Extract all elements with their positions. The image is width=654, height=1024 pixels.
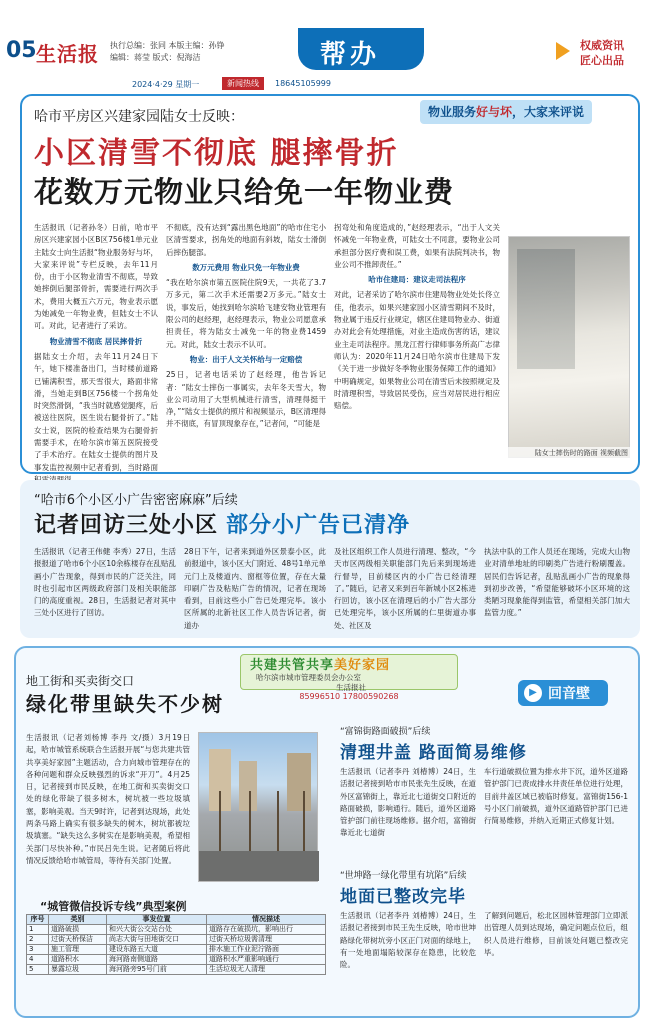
campaign-title-pre: 共建共管共享 <box>250 658 335 673</box>
article-1-para: “我在哈尔滨市第五医院住院9天，一共花了3.7万多元，第二次手术还需要2万多元。”陆女士说，事发后，她找到哈尔滨哈飞建安物业管理有限公司的赵经理，赵经理表示，物业公司愿意承担责任，将为陆女士减免一年的物业费1459元。对此，陆女士表示不认可。 <box>166 278 326 349</box>
article-5-headline: 地面已整改完毕 <box>340 887 466 907</box>
table-header-row <box>27 915 326 925</box>
article-2-para: 28日下午，记者来到道外区景泰小区，此前报道中，该小区大门附近、48号1单元单元门上及楼道内、窗框等位置，存在大量印刷广告及粘贴广告的情况，记者在现场看到，目前这些小广告已处理完毕。该小区所属的北新社区工作人员告诉记者，街道办 <box>184 547 326 630</box>
table-cell: 过街天桥保洁 <box>49 935 107 945</box>
table-cell: 道路积水 <box>49 955 107 965</box>
article-3-kicker: 地工街和买卖街交口 <box>26 674 135 688</box>
article-1-subhead: 数万元费用 物业只免一年物业费 <box>192 262 300 272</box>
photo-building <box>287 753 311 811</box>
article-1-kicker: 哈市平房区兴建家园陆女士反映： <box>34 109 244 125</box>
table-cell: 海河路旁95号门前 <box>107 965 207 975</box>
badge-text-pre: 物业服务 <box>428 105 477 119</box>
badge-text-post: ，大家来评说 <box>512 105 585 119</box>
article-1-headline-1: 小区清雪不彻底 腿摔骨折 <box>34 136 399 171</box>
organizer-2: 生活报社 <box>336 683 366 692</box>
table-header: 情况描述 <box>207 915 326 925</box>
table-cell: 道路积水严重影响通行 <box>207 955 326 965</box>
table-cell: 暴露垃圾 <box>49 965 107 975</box>
section-title: 帮办 <box>320 40 381 70</box>
photo-tree <box>303 791 305 851</box>
article-5-column-1 <box>340 910 476 1010</box>
photo-building <box>239 761 257 811</box>
table-cell: 排水施工作业泥泞路面 <box>207 945 326 955</box>
article-1-para: 25日，记者电话采访了赵经理，他告诉记者：“陆女士摔伤一事属实，去年冬天雪大，物业公司动用了大型机械进行清雪，清理得挺干净，”“陆女士提供的照片和视频显示，B区清理得并不彻底，有冒顶现象存在，”记者问，“可能是 <box>166 370 326 429</box>
badge-text-highlight: 好与坏 <box>476 105 513 119</box>
article-4-headline: 清理井盖 路面简易维修 <box>340 743 527 763</box>
table-header: 类别 <box>49 915 107 925</box>
table-row <box>27 925 326 935</box>
editors-credit <box>110 40 225 64</box>
table-cell: 过街天桥垃圾需清理 <box>207 935 326 945</box>
article-1-para: 拐弯处和角度造成的，”赵经理表示，“出于人文关怀减免一年物业费，可陆女士不同意，要物业公司承担部分医疗费和误工费，如果有法院判决书，物业公司不推卸责任。” <box>334 223 500 269</box>
article-4-column-2 <box>484 766 628 860</box>
masthead <box>0 0 654 92</box>
article-4-column-1 <box>340 766 476 860</box>
campaign-organizers <box>256 673 366 693</box>
cases-table-title: “城管微信投诉专线”典型案例 <box>40 900 187 913</box>
article-1-para: 据陆女士介绍，去年11月24日下午，她下楼准备出门，当时楼前道路已铺满积雪，那天雪很大，路面非常滑，当她走到B区756楼一个拐角处时突然滑倒，“我当时就感觉腿疼，后被送往医院，医生说右腿骨折了。”陆女士说，医院的检查结果为右腿骨折需要手术，在哈尔滨市第五医院接受了手术治疗。在陆女士提供的图片及事发监控视频中记者看到，当时路面 <box>34 351 158 472</box>
speaker-icon: ▶ <box>524 684 542 702</box>
article-1-subhead: 哈市住建局：建议走司法程序 <box>368 275 466 285</box>
table-cell: 建设东路五大道 <box>107 945 207 955</box>
article-2-headline <box>34 508 410 539</box>
table-cell: 道路破损 <box>49 925 107 935</box>
article-1-headline-2: 花数万元物业只给免一年物业费 <box>34 175 455 209</box>
campaign-title-highlight: 美好家园 <box>334 658 391 673</box>
table-cell: 和兴大街公交站台处 <box>107 925 207 935</box>
page-number: 05 <box>6 38 37 63</box>
article-2-para: 执法中队的工作人员还在现场，完成大山物业对清单地址的印刷类广告进行粉刷覆盖。居民们告诉记者，乱贴乱画小广告的现象得到初步改善，“希望能够破坏小区环境的这类陋习现象能得到监管，希望相关部门加大监管力度。” <box>484 547 630 618</box>
article-1-para: 生活报讯（记者孙冬）日前，哈市平房区兴建家园小区B区756楼1单元业主陆女士向生活报“物业服务好与坏，大家来评说”专栏反映，去年11月份，由于小区物业清雪不彻底，导致她摔倒后腿部骨折，需要进行两次手术，费用大概五六万元，物业表示愿为她减免一年物业费，但陆女士不认可。对此，记者进行了采访。 <box>34 223 158 331</box>
paper-name: 生活报 <box>36 42 99 66</box>
photo-tree <box>249 791 251 851</box>
campaign-title <box>250 654 390 673</box>
slogan-line-1: 权威资讯 <box>580 39 624 52</box>
article-1-column-1 <box>34 222 158 472</box>
article-1-column-3 <box>334 222 500 468</box>
slogan-line-2: 匠心出品 <box>580 54 624 67</box>
table-row <box>27 935 326 945</box>
article-2-column-2 <box>184 546 326 632</box>
headline-part-a: 记者回访三处小区 <box>34 513 219 538</box>
article-3-column <box>26 732 190 890</box>
article-3-headline: 绿化带里缺失不少树 <box>26 692 224 716</box>
article-1-para: 对此，记者采访了哈尔滨市住建局物业处处长佟立佳，他表示，如果兴建家园小区清雪期间不及时，物业属于违反行业规定，辖区住建局物业办、街道办对此会有处理措施，对业主造成伤害的话，建议业主走司法程序。黑龙江哲行律师事务所高广志律师认为：2020年11月24日哈尔滨市住建局下发《关于进一步做好冬季物业服务保障工作的通知》中明确规定，如果物业公司在清雪后未按照规定及时清理积雪，导致居民受伤，应当对居民进行相应赔偿。 <box>334 290 500 411</box>
article-3-photo <box>198 732 318 882</box>
organizer-1: 哈尔滨市城市管理委员会办公室 <box>256 673 361 682</box>
article-4-para: 生活报讯（记者李丹 刘椿博）24日，生活报记者接到哈市市民张先生反映，在道外区富锦街上，靠近北七道街交口附近的路面破损，影响通行。随后，道外区道路管护部门前往现场维修。据介绍，富锦街靠近北七道街 <box>340 767 476 838</box>
table-cell: 1 <box>27 925 49 935</box>
article-5-column-2 <box>484 910 628 1010</box>
editors-line-2: 编辑：蒋莹 版式：倪海洁 <box>110 53 201 62</box>
photo-wall <box>517 249 575 369</box>
article-5-kicker: “世坤路一绿化带里有坑陷”后续 <box>340 871 467 881</box>
table-header: 事发位置 <box>107 915 207 925</box>
table-cell: 施工管理 <box>49 945 107 955</box>
article-1-photo <box>508 236 630 458</box>
table-cell: 5 <box>27 965 49 975</box>
article-2-column-4 <box>484 546 630 632</box>
article-4-kicker: “富锦街路面破损”后续 <box>340 727 431 737</box>
cases-table <box>26 914 326 975</box>
table-row <box>27 955 326 965</box>
article-5-para: 了解到问题后，松北区园林管理部门立即派出管理人员到达现场，确定问题点位后，组织人员进行维修，目前该处问题已整改完毕。 <box>484 911 628 957</box>
hotline-label: 新闻热线 <box>222 77 264 90</box>
article-5-para: 生活报讯（记者李丹 刘椿博）24日，生活报记者接到市民王先生反映，哈市世坤路绿化带树坑旁小区正门对面的绿地上，有一处地面塌陷较深存在隐患，比较危险。 <box>340 911 476 970</box>
table-cell: 道路存在破损坑，影响出行 <box>207 925 326 935</box>
article-2-kicker: “哈市6个小区小广告密密麻麻”后续 <box>34 493 238 508</box>
article-1-para: 不彻底，没有达到“露出黑色地面”的哈市住宅小区清雪要求，拐角处的地面有斜坡，陆女士滑倒后摔伤腿部。 <box>166 223 326 257</box>
table-row <box>27 945 326 955</box>
article-1-subhead: 物业：出于人文关怀给与一定赔偿 <box>189 354 303 364</box>
article-1-photo-caption: 陆女士摔伤时的路面 视频截图 <box>508 447 630 459</box>
photo-tree <box>277 791 279 851</box>
editors-line-1: 执行总编：张同 本版主编：孙铮 <box>110 41 225 50</box>
table-row <box>27 965 326 975</box>
headline-part-b: 部分小广告已清净 <box>226 513 411 538</box>
article-2-para: 及社区组织工作人员进行清理、整改，“今天市区两级相关职能部门先后来到现场进行督导，目前楼区内的小广告已经清理了。”随后，记者又来到百年新城小区2栋进行回访，该小区在清理后的小广告大部分已处理完毕，该小区所属的仁里街道办事处、社区及 <box>334 547 476 630</box>
article-4-para: 车行道破损位置为排水井下沉，道外区道路管护部门已责成排水井责任单位进行处理，目前井盖区域已被临时修复。富锦街156-1号小区门前破损，道外区道路管护部门已进行简易维修，并纳入近期正式修复计划。 <box>484 767 628 826</box>
article-1-column-2 <box>166 222 326 468</box>
article-2-para: 生活报讯（记者王伟健 李秀）27日，生活报报道了哈市6个小区10余栋楼存在乱贴乱画小广告现象，得到市民的广泛关注，同时也引起市区两级政府部门及相关职能部门的高度重视。28日，生活报记者对其中三处小区进行了回访。 <box>34 547 176 618</box>
table-cell: 4 <box>27 955 49 965</box>
photo-tree <box>219 791 221 851</box>
campaign-phone: 85996510 17800590268 <box>299 692 399 701</box>
slogan <box>580 38 624 68</box>
table-header: 序号 <box>27 915 49 925</box>
column-badge <box>420 100 592 124</box>
article-3-para: 生活报讯（记者刘杨博 李丹 文/摄）3月19日起，哈市城管系统联合生活报开展“与您共建共管共享美好家园”主题活动，合力向城市管理存在的各种问题和群众反映强烈的诉求“开刀”。4月25日，记者接到市民反映，在地工街和买卖街交口处的绿化带缺了很多树木，树坑被一些垃圾填塞，影响美观。当天9时许，记者到达现场，此处两条马路上确实有很多缺失的树木，树坑都被垃圾填塞。“缺失这么多树实在是影响美观，希望相关部门尽快补种。”市民吕先生说。记者随后将此情况反馈给哈市城管局，等待有关部门处置。 <box>26 733 190 865</box>
table-cell: 生活垃圾无人清理 <box>207 965 326 975</box>
arrow-icon <box>556 42 570 60</box>
article-2-column-3 <box>334 546 476 632</box>
article-1-subhead: 物业清雪不彻底 居民摔骨折 <box>49 336 143 346</box>
article-2-column-1 <box>34 546 176 632</box>
table-cell: 2 <box>27 935 49 945</box>
table-cell: 3 <box>27 945 49 955</box>
table-cell: 海河路南侧道路 <box>107 955 207 965</box>
hotline-number: 18645105999 <box>275 79 331 88</box>
issue-date: 2024·4·29 星期一 <box>132 80 200 89</box>
table-cell: 尚志大街与田地街交口 <box>107 935 207 945</box>
photo-road <box>199 851 319 881</box>
echo-wall-label: 回音壁 <box>548 686 590 702</box>
